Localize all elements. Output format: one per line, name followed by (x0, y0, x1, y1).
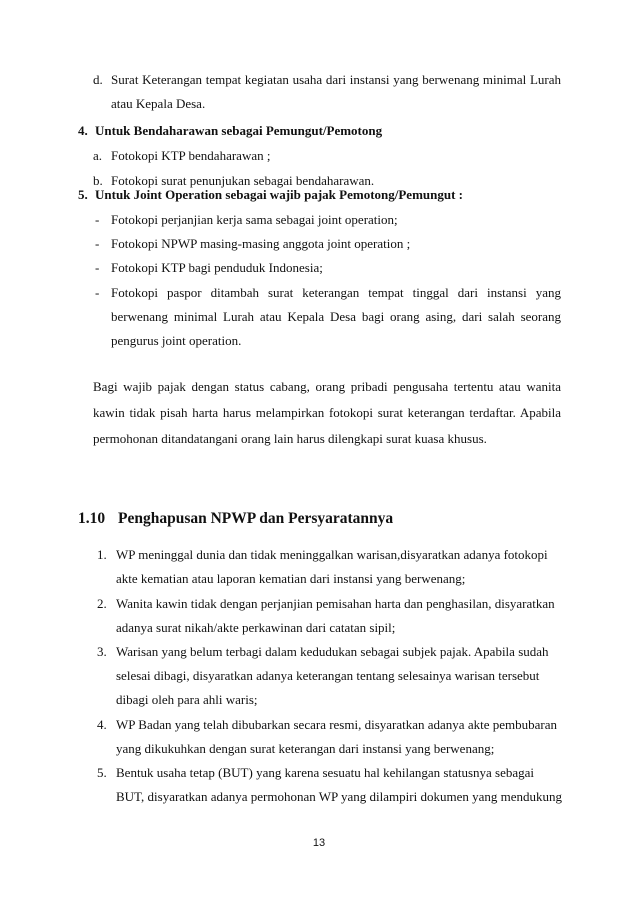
item-4a-text: Fotokopi KTP bendaharawan ; (111, 148, 271, 163)
list-marker-3: 3. (97, 644, 107, 659)
item-5-bullet-4-line-1: Fotokopi paspor ditambah surat keterangan tempat tinggal dari instansi yang (111, 285, 561, 300)
list-marker-d: d. (93, 72, 103, 87)
list-item-3-line-2: selesai dibagi, disyaratkan adanya keterangan tentang selesainya warisan tersebut (116, 668, 540, 683)
paragraph-line-1: Bagi wajib pajak dengan status cabang, orang pribadi pengusaha tertentu atau wanita (93, 379, 561, 394)
list-item-1-line-2: akte kematian atau laporan kematian dari instansi yang berwenang; (116, 571, 466, 586)
list-item-3-line-1: Warisan yang belum terbagi dalam kedudukan sebagai subjek pajak. Apabila sudah (116, 644, 549, 659)
item-5-bullet-2: Fotokopi NPWP masing-masing anggota joint operation ; (111, 236, 411, 251)
paragraph-line-2: kawin tidak pisah harta harus melampirkan fotokopi surat keterangan terdaftar. Apabila (93, 405, 561, 420)
item-4b-text: Fotokopi surat penunjukan sebagai bendaharawan. (111, 173, 375, 188)
bullet-dash: - (95, 285, 100, 300)
item-d-line-2: atau Kepala Desa. (111, 96, 206, 111)
list-item-5-line-2: BUT, disyaratkan adanya permohonan WP yang dilampiri dokumen yang mendukung (116, 789, 562, 804)
page-number: 13 (312, 837, 326, 849)
item-5-bullet-4-line-3: pengurus joint operation. (111, 333, 242, 348)
list-marker-2: 2. (97, 596, 107, 611)
bullet-dash: - (95, 260, 100, 275)
section-title: Penghapusan NPWP dan Persyaratannya (118, 510, 394, 527)
list-item-4-line-2: yang dikukuhkan dengan surat keterangan dari instansi yang berwenang; (116, 741, 495, 756)
list-item-3-line-3: dibagi oleh para ahli waris; (116, 692, 258, 707)
item-5-bullet-1: Fotokopi perjanjian kerja sama sebagai joint operation; (111, 212, 398, 227)
list-marker-4b: b. (93, 173, 103, 188)
item-5-bullet-3: Fotokopi KTP bagi penduduk Indonesia; (111, 260, 323, 275)
item-4-heading: Untuk Bendaharawan sebagai Pemungut/Pemotong (95, 123, 383, 138)
list-item-5-line-1: Bentuk usaha tetap (BUT) yang karena sesuatu hal kehilangan statusnya sebagai (116, 765, 535, 780)
item-5-bullet-4-line-2: berwenang minimal Lurah atau Kepala Desa bagi orang asing, dari salah seorang (111, 309, 561, 324)
list-marker-5: 5. (78, 187, 88, 202)
bullet-dash: - (95, 236, 100, 251)
list-item-4-line-1: WP Badan yang telah dibubarkan secara resmi, disyaratkan adanya akte pembubaran (116, 717, 557, 732)
list-marker-1: 1. (97, 547, 107, 562)
item-5-heading: Untuk Joint Operation sebagai wajib pajak Pemotong/Pemungut : (95, 187, 463, 202)
list-marker-4a: a. (93, 148, 103, 163)
section-number: 1.10 (78, 510, 106, 527)
paragraph-line-3: permohonan ditandatangani orang lain harus dilengkapi surat kuasa khusus. (93, 431, 487, 446)
list-marker-4: 4. (97, 717, 107, 732)
list-item-2-line-2: adanya surat nikah/akte perkawinan dari catatan sipil; (116, 620, 396, 635)
list-item-1-line-1: WP meninggal dunia dan tidak meninggalkan warisan,disyaratkan adanya fotokopi (116, 547, 548, 562)
item-d-line-1: Surat Keterangan tempat kegiatan usaha dari instansi yang berwenang minimal Lurah (111, 72, 561, 87)
list-item-2-line-1: Wanita kawin tidak dengan perjanjian pemisahan harta dan penghasilan, disyaratkan (116, 596, 555, 611)
list-marker-4: 4. (78, 123, 88, 138)
list-marker-5: 5. (97, 765, 107, 780)
bullet-dash: - (95, 212, 100, 227)
